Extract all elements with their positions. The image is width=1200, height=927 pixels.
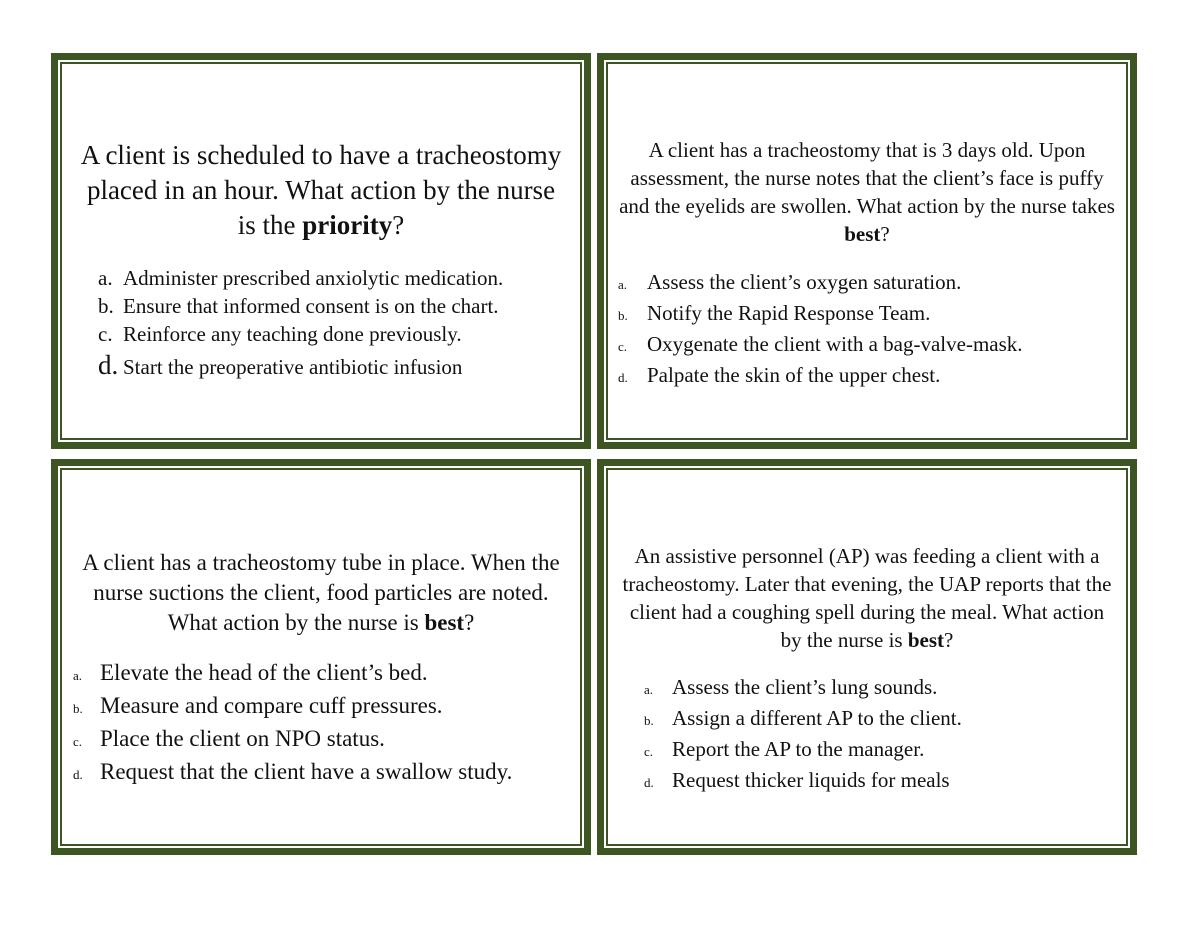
- answer-options: [644, 673, 962, 797]
- question-emphasis: priority: [302, 210, 393, 240]
- option-text: Oxygenate the client with a bag-valve-mask.: [647, 332, 1023, 356]
- answer-option-b: [644, 704, 962, 735]
- answer-options: [618, 268, 1023, 392]
- option-letter: b.: [644, 713, 654, 728]
- answer-options: [73, 658, 512, 790]
- answer-option-b: [73, 691, 512, 724]
- option-letter: c.: [644, 744, 654, 759]
- option-text: Administer prescribed anxiolytic medication.: [123, 266, 504, 290]
- answer-option-d: [98, 351, 503, 381]
- answer-option-b: [618, 299, 1023, 330]
- option-text: Assess the client’s lung sounds.: [672, 675, 938, 699]
- option-text: Measure and compare cuff pressures.: [100, 693, 443, 718]
- question-text: A client has a tracheostomy tube in place. When the nurse suctions the client, food particles are noted. What action by the nurse is best?: [82, 550, 560, 635]
- question-text: A client is scheduled to have a tracheostomy placed in an hour. What action by the nurse is the priority?: [80, 140, 562, 240]
- option-letter: a.: [73, 668, 83, 683]
- option-letter: a.: [644, 682, 654, 697]
- option-text: Reinforce any teaching done previously.: [123, 322, 462, 346]
- answer-option-d: [644, 766, 962, 797]
- answer-option-a: [644, 673, 962, 704]
- question-text: An assistive personnel (AP) was feeding a client with a tracheostomy. Later that evening, the UAP reports that the client had a coughing spell during the meal. What action by the nurse is best?: [622, 544, 1112, 652]
- option-text: Request thicker liquids for meals: [672, 768, 950, 792]
- option-text: Palpate the skin of the upper chest.: [647, 363, 941, 387]
- answer-option-c: [644, 735, 962, 766]
- option-text: Ensure that informed consent is on the chart.: [123, 294, 499, 318]
- option-text: Start the preoperative antibiotic infusion: [123, 355, 463, 379]
- option-text: Assign a different AP to the client.: [672, 706, 962, 730]
- answer-option-a: [618, 268, 1023, 299]
- option-letter: d.: [73, 767, 83, 782]
- answer-option-d: [618, 361, 1023, 392]
- option-letter: c.: [618, 339, 628, 354]
- option-text: Place the client on NPO status.: [100, 726, 385, 751]
- option-letter: c.: [73, 734, 83, 749]
- question-emphasis: best: [424, 610, 465, 635]
- option-letter: a.: [98, 266, 113, 290]
- option-letter: d.: [98, 350, 119, 380]
- answer-option-c: [618, 330, 1023, 361]
- option-letter: d.: [618, 370, 628, 385]
- question-card-4: [597, 459, 1137, 855]
- question-card-2: [597, 53, 1137, 449]
- option-text: Assess the client’s oxygen saturation.: [647, 270, 962, 294]
- question-emphasis: best: [844, 222, 881, 246]
- question-text: A client has a tracheostomy that is 3 days old. Upon assessment, the nurse notes that the client’s face is puffy and the eyelids are swollen. What action by the nurse takes best?: [619, 138, 1115, 246]
- answer-option-c: [98, 320, 503, 348]
- answer-option-b: [98, 292, 503, 320]
- question-emphasis: best: [907, 628, 944, 652]
- option-text: Elevate the head of the client’s bed.: [100, 660, 428, 685]
- option-letter: c.: [98, 322, 113, 346]
- option-letter: a.: [618, 277, 628, 292]
- option-text: Report the AP to the manager.: [672, 737, 925, 761]
- answer-option-d: [73, 757, 512, 790]
- answer-options: [98, 264, 503, 381]
- option-text: Request that the client have a swallow study.: [100, 759, 513, 784]
- answer-option-a: [73, 658, 512, 691]
- question-card-1: [51, 53, 591, 449]
- option-text: Notify the Rapid Response Team.: [647, 301, 931, 325]
- answer-option-a: [98, 264, 503, 292]
- question-card-3: [51, 459, 591, 855]
- option-letter: b.: [618, 308, 628, 323]
- option-letter: d.: [644, 775, 654, 790]
- option-letter: b.: [73, 701, 83, 716]
- answer-option-c: [73, 724, 512, 757]
- option-letter: b.: [98, 294, 114, 318]
